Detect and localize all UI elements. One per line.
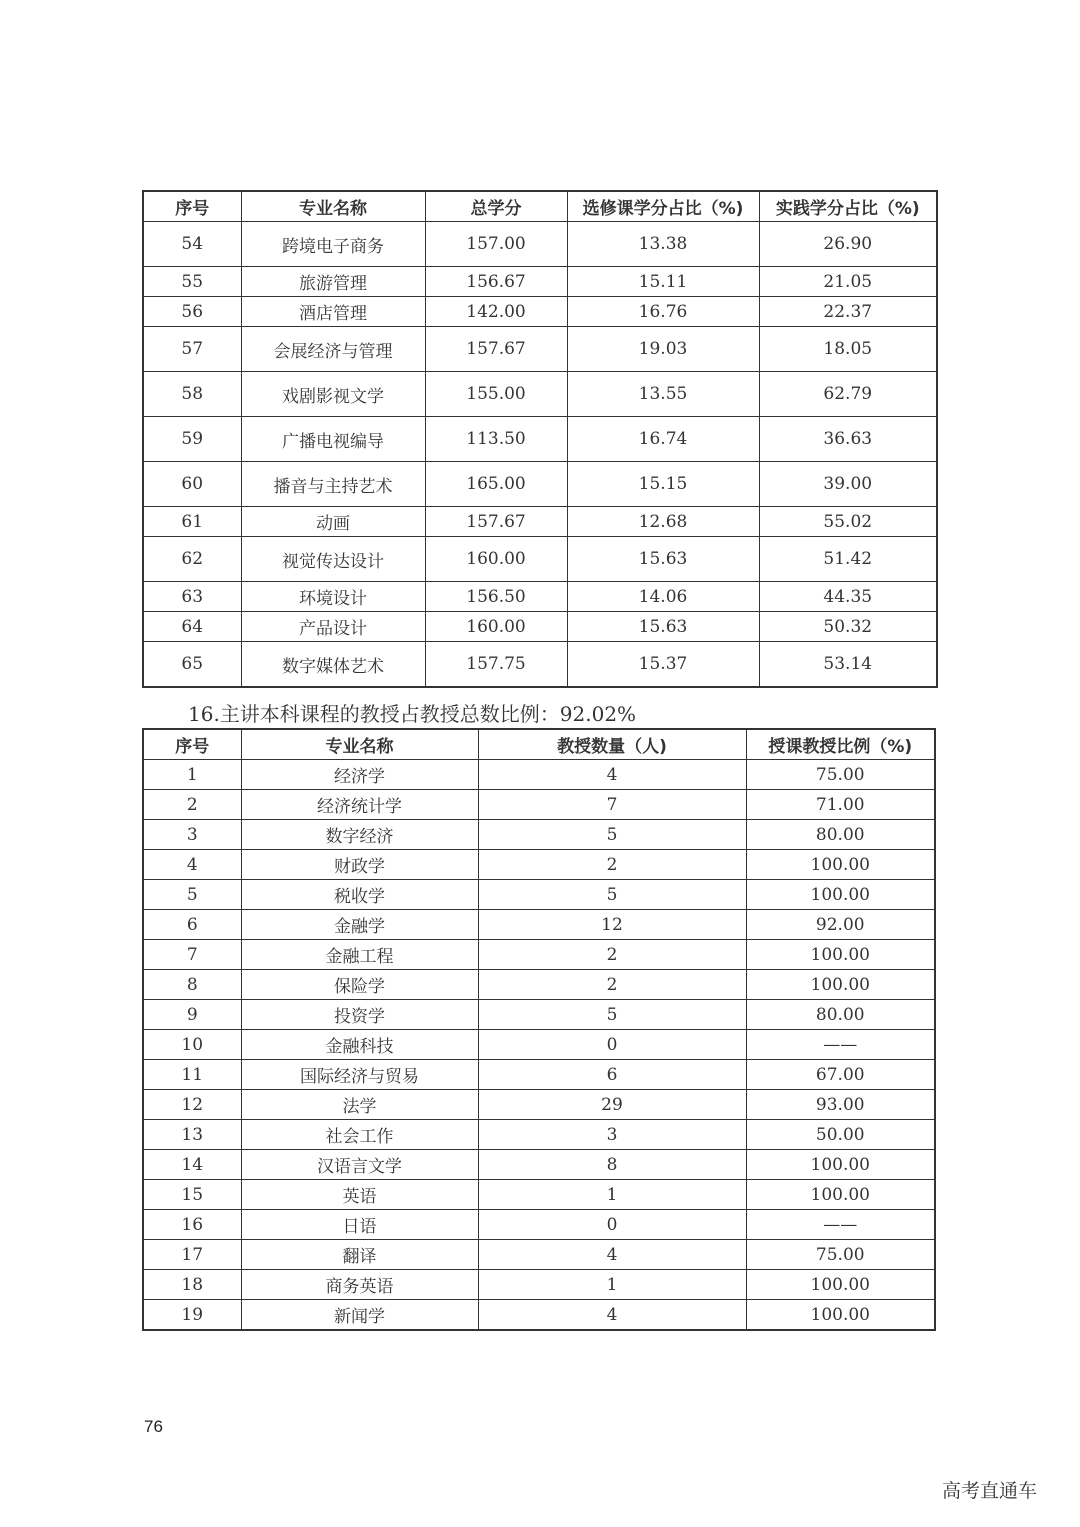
row-professor-count: 0 [478,1210,746,1240]
watermark: 高考直通车 [942,1480,1038,1502]
table-row [143,1120,935,1150]
row-elective-ratio: 15.11 [567,267,759,297]
table-row [143,850,935,880]
row-index: 61 [143,507,241,537]
row-total-credits: 157.67 [425,507,567,537]
table-row [143,790,935,820]
row-major-name: 汉语言文学 [241,1150,478,1180]
row-professor-count: 5 [478,880,746,910]
table-row [143,462,937,507]
table-row [143,760,935,790]
row-index: 14 [143,1150,241,1180]
row-professor-count: 1 [478,1180,746,1210]
row-teaching-ratio: 80.00 [746,1000,935,1030]
credits-table [142,190,938,688]
table-row [143,507,937,537]
row-practice-ratio: 53.14 [759,642,937,688]
row-index: 11 [143,1060,241,1090]
professors-table [142,728,936,1331]
row-teaching-ratio: 100.00 [746,1300,935,1331]
row-professor-count: 7 [478,790,746,820]
row-total-credits: 157.00 [425,222,567,267]
row-total-credits: 160.00 [425,537,567,582]
row-major-name: 数字媒体艺术 [241,642,425,688]
row-teaching-ratio: 100.00 [746,880,935,910]
row-total-credits: 156.67 [425,267,567,297]
row-index: 16 [143,1210,241,1240]
table-row [143,1060,935,1090]
table-row [143,1240,935,1270]
table-row [143,1030,935,1060]
row-teaching-ratio: 67.00 [746,1060,935,1090]
row-index: 63 [143,582,241,612]
row-teaching-ratio: 93.00 [746,1090,935,1120]
table-row [143,222,937,267]
header-index: 序号 [143,191,241,222]
row-teaching-ratio: 80.00 [746,820,935,850]
row-total-credits: 157.75 [425,642,567,688]
row-practice-ratio: 36.63 [759,417,937,462]
table-row [143,1150,935,1180]
row-major-name: 酒店管理 [241,297,425,327]
row-elective-ratio: 14.06 [567,582,759,612]
row-major-name: 财政学 [241,850,478,880]
row-major-name: 税收学 [241,880,478,910]
row-professor-count: 2 [478,970,746,1000]
row-major-name: 法学 [241,1090,478,1120]
table-row [143,820,935,850]
row-index: 8 [143,970,241,1000]
row-major-name: 投资学 [241,1000,478,1030]
row-practice-ratio: 62.79 [759,372,937,417]
row-practice-ratio: 51.42 [759,537,937,582]
row-index: 56 [143,297,241,327]
row-teaching-ratio: 75.00 [746,760,935,790]
row-total-credits: 142.00 [425,297,567,327]
row-teaching-ratio: 100.00 [746,1270,935,1300]
row-teaching-ratio: 100.00 [746,970,935,1000]
row-index: 54 [143,222,241,267]
row-elective-ratio: 15.15 [567,462,759,507]
row-index: 1 [143,760,241,790]
table-row [143,582,937,612]
row-index: 60 [143,462,241,507]
table-row [143,1180,935,1210]
table-row [143,1090,935,1120]
row-teaching-ratio: 75.00 [746,1240,935,1270]
row-teaching-ratio: 100.00 [746,940,935,970]
table-row [143,910,935,940]
row-major-name: 产品设计 [241,612,425,642]
row-professor-count: 1 [478,1270,746,1300]
header-major-name: 专业名称 [241,191,425,222]
table-row [143,1000,935,1030]
row-major-name: 动画 [241,507,425,537]
row-elective-ratio: 15.63 [567,612,759,642]
row-practice-ratio: 21.05 [759,267,937,297]
row-total-credits: 113.50 [425,417,567,462]
row-index: 10 [143,1030,241,1060]
row-index: 3 [143,820,241,850]
row-teaching-ratio: 100.00 [746,1180,935,1210]
row-major-name: 戏剧影视文学 [241,372,425,417]
row-elective-ratio: 13.38 [567,222,759,267]
row-professor-count: 12 [478,910,746,940]
row-elective-ratio: 16.76 [567,297,759,327]
row-major-name: 新闻学 [241,1300,478,1331]
row-index: 5 [143,880,241,910]
row-professor-count: 3 [478,1120,746,1150]
table-row [143,612,937,642]
table-row [143,372,937,417]
row-major-name: 数字经济 [241,820,478,850]
row-major-name: 跨境电子商务 [241,222,425,267]
row-major-name: 视觉传达设计 [241,537,425,582]
table-row [143,1270,935,1300]
row-professor-count: 5 [478,1000,746,1030]
table-row [143,417,937,462]
table-row [143,940,935,970]
row-index: 18 [143,1270,241,1300]
header-major-name: 专业名称 [241,729,478,760]
row-index: 55 [143,267,241,297]
table-row [143,1210,935,1240]
row-major-name: 金融学 [241,910,478,940]
row-practice-ratio: 44.35 [759,582,937,612]
row-index: 58 [143,372,241,417]
row-major-name: 广播电视编导 [241,417,425,462]
row-major-name: 金融科技 [241,1030,478,1060]
row-professor-count: 0 [478,1030,746,1060]
row-index: 15 [143,1180,241,1210]
row-teaching-ratio: 50.00 [746,1120,935,1150]
header-practice-ratio: 实践学分占比（%) [759,191,937,222]
row-index: 62 [143,537,241,582]
row-total-credits: 156.50 [425,582,567,612]
row-index: 2 [143,790,241,820]
professors-table-header-row [143,729,935,760]
row-major-name: 日语 [241,1210,478,1240]
row-major-name: 翻译 [241,1240,478,1270]
header-total-credits: 总学分 [425,191,567,222]
table-row [143,327,937,372]
row-major-name: 国际经济与贸易 [241,1060,478,1090]
row-professor-count: 2 [478,850,746,880]
row-elective-ratio: 15.37 [567,642,759,688]
table-row [143,537,937,582]
row-major-name: 商务英语 [241,1270,478,1300]
row-elective-ratio: 15.63 [567,537,759,582]
row-major-name: 社会工作 [241,1120,478,1150]
row-elective-ratio: 12.68 [567,507,759,537]
row-practice-ratio: 50.32 [759,612,937,642]
row-total-credits: 157.67 [425,327,567,372]
row-major-name: 金融工程 [241,940,478,970]
credits-table-header-row [143,191,937,222]
table-row [143,267,937,297]
row-professor-count: 2 [478,940,746,970]
row-professor-count: 6 [478,1060,746,1090]
table-row [143,642,937,688]
row-teaching-ratio: —— [746,1210,935,1240]
table-row [143,297,937,327]
header-teaching-ratio: 授课教授比例（%) [746,729,935,760]
row-index: 6 [143,910,241,940]
row-index: 59 [143,417,241,462]
row-index: 13 [143,1120,241,1150]
header-elective-ratio: 选修课学分占比（%) [567,191,759,222]
header-professor-count: 教授数量（人) [478,729,746,760]
row-index: 57 [143,327,241,372]
table-row [143,970,935,1000]
row-index: 7 [143,940,241,970]
table-row [143,1300,935,1331]
row-teaching-ratio: —— [746,1030,935,1060]
row-index: 65 [143,642,241,688]
row-practice-ratio: 22.37 [759,297,937,327]
row-professor-count: 4 [478,1300,746,1331]
row-major-name: 旅游管理 [241,267,425,297]
header-index: 序号 [143,729,241,760]
row-major-name: 保险学 [241,970,478,1000]
row-professor-count: 8 [478,1150,746,1180]
row-teaching-ratio: 100.00 [746,850,935,880]
row-index: 19 [143,1300,241,1331]
section-caption: 16.主讲本科课程的教授占教授总数比例：92.02% [188,702,637,726]
row-total-credits: 160.00 [425,612,567,642]
row-professor-count: 4 [478,760,746,790]
row-professor-count: 4 [478,1240,746,1270]
row-major-name: 会展经济与管理 [241,327,425,372]
row-teaching-ratio: 71.00 [746,790,935,820]
row-practice-ratio: 26.90 [759,222,937,267]
row-major-name: 播音与主持艺术 [241,462,425,507]
row-index: 17 [143,1240,241,1270]
row-professor-count: 5 [478,820,746,850]
row-total-credits: 155.00 [425,372,567,417]
row-teaching-ratio: 92.00 [746,910,935,940]
row-practice-ratio: 55.02 [759,507,937,537]
row-index: 4 [143,850,241,880]
row-total-credits: 165.00 [425,462,567,507]
row-index: 64 [143,612,241,642]
row-major-name: 经济学 [241,760,478,790]
row-practice-ratio: 18.05 [759,327,937,372]
row-major-name: 环境设计 [241,582,425,612]
page-number: 76 [144,1417,163,1436]
row-elective-ratio: 13.55 [567,372,759,417]
row-index: 9 [143,1000,241,1030]
row-practice-ratio: 39.00 [759,462,937,507]
row-major-name: 英语 [241,1180,478,1210]
table-row [143,880,935,910]
row-major-name: 经济统计学 [241,790,478,820]
row-index: 12 [143,1090,241,1120]
row-elective-ratio: 19.03 [567,327,759,372]
row-elective-ratio: 16.74 [567,417,759,462]
row-professor-count: 29 [478,1090,746,1120]
row-teaching-ratio: 100.00 [746,1150,935,1180]
